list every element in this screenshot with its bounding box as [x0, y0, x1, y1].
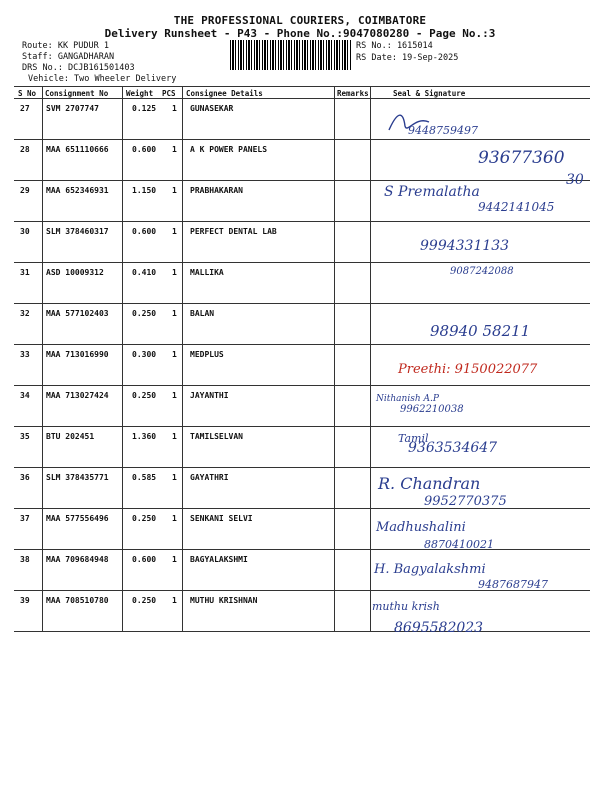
col-pcs: PCS [162, 89, 176, 98]
row-consignment: MAA 709684948 [46, 555, 109, 564]
signature-31: 9087242088 [450, 266, 514, 277]
row-sno: 38 [20, 555, 30, 564]
row-consignee: A K POWER PANELS [190, 145, 268, 154]
signature-32: 98940 58211 [430, 322, 531, 340]
row-sno: 33 [20, 350, 30, 359]
signature-35-phone: 9363534647 [408, 440, 498, 456]
row-consignee: MEDPLUS [190, 350, 224, 359]
rs-number: RS No.: 1615014 [356, 41, 433, 51]
row-consignment: MAA 708510780 [46, 596, 109, 605]
row-consignee: MALLIKA [190, 268, 224, 277]
row-consignment: MAA 713016990 [46, 350, 109, 359]
signature-27: 9448759497 [408, 124, 478, 137]
signature-34-name: Nithanish A.P [376, 394, 439, 404]
row-consignment: MAA 652346931 [46, 186, 109, 195]
row-weight: 0.600 [132, 555, 157, 564]
row-sno: 30 [20, 227, 30, 236]
signature-39-phone: 8695582023 [394, 620, 484, 636]
row-pcs: 1 [172, 432, 177, 441]
signature-37-name: Madhushalini [376, 520, 466, 535]
row-sno: 28 [20, 145, 30, 154]
row-pcs: 1 [172, 227, 177, 236]
row-sno: 27 [20, 104, 30, 113]
drs-number: DRS No.: DCJB161501403 [22, 63, 135, 73]
row-consignment: ASD 10009312 [46, 268, 104, 277]
row-weight: 1.360 [132, 432, 157, 441]
signature-28b: 30 [566, 172, 584, 188]
row-weight: 0.410 [132, 268, 157, 277]
signature-36-name: R. Chandran [378, 474, 481, 493]
col-consignee: Consignee Details [186, 89, 263, 98]
row-weight: 0.250 [132, 514, 157, 523]
row-consignee: TAMILSELVAN [190, 432, 243, 441]
row-pcs: 1 [172, 186, 177, 195]
row-consignee: PERFECT DENTAL LAB [190, 227, 277, 236]
row-weight: 1.150 [132, 186, 157, 195]
col-weight: Weight [126, 89, 154, 98]
signature-29-phone: 9442141045 [478, 200, 555, 214]
row-pcs: 1 [172, 309, 177, 318]
signature-29-name: S Premalatha [384, 184, 480, 200]
col-consignment: Consignment No [45, 89, 109, 98]
signature-38-phone: 9487687947 [478, 578, 548, 591]
signature-33: Preethi: 9150022077 [398, 362, 538, 377]
col-seal: Seal & Signature [393, 89, 466, 98]
staff-label: Staff: GANGADHARAN [22, 52, 115, 62]
row-consignee: GUNASEKAR [190, 104, 234, 113]
row-consignee: BAGYALAKSHMI [190, 555, 248, 564]
row-pcs: 1 [172, 596, 177, 605]
row-pcs: 1 [172, 145, 177, 154]
row-weight: 0.125 [132, 104, 157, 113]
row-sno: 29 [20, 186, 30, 195]
row-sno: 37 [20, 514, 30, 523]
row-consignment: SVM 2707747 [46, 104, 99, 113]
signature-28: 93677360 [478, 148, 565, 168]
row-consignee: SENKANI SELVI [190, 514, 253, 523]
row-consignee: MUTHU KRISHNAN [190, 596, 258, 605]
row-consignee: PRABHAKARAN [190, 186, 243, 195]
row-weight: 0.250 [132, 309, 157, 318]
row-consignee: BALAN [190, 309, 215, 318]
route-label: Route: KK PUDUR 1 [22, 41, 109, 51]
row-consignment: SLM 378435771 [46, 473, 109, 482]
row-sno: 31 [20, 268, 30, 277]
signature-37-phone: 8870410021 [424, 538, 494, 551]
row-pcs: 1 [172, 268, 177, 277]
signature-39-name: muthu krish [372, 600, 440, 613]
row-weight: 0.585 [132, 473, 157, 482]
row-pcs: 1 [172, 514, 177, 523]
signature-34-phone: 9962210038 [400, 404, 464, 415]
row-pcs: 1 [172, 473, 177, 482]
signature-36-phone: 9952770375 [424, 494, 507, 509]
row-weight: 0.250 [132, 596, 157, 605]
row-sno: 39 [20, 596, 30, 605]
document-subtitle: Delivery Runsheet - P43 - Phone No.:9047080280 - Page No.:3 [104, 27, 496, 40]
row-weight: 0.600 [132, 145, 157, 154]
row-consignee: JAYANTHI [190, 391, 229, 400]
barcode [230, 40, 352, 70]
document-title: THE PROFESSIONAL COURIERS, COIMBATORE [173, 14, 427, 27]
row-pcs: 1 [172, 391, 177, 400]
row-pcs: 1 [172, 350, 177, 359]
row-consignment: MAA 577556496 [46, 514, 109, 523]
vehicle-label: Vehicle: Two Wheeler Delivery [28, 74, 177, 84]
row-consignment: MAA 713027424 [46, 391, 109, 400]
row-consignment: MAA 651110666 [46, 145, 109, 154]
signature-38-name: H. Bagyalakshmi [374, 562, 486, 577]
row-pcs: 1 [172, 104, 177, 113]
row-sno: 32 [20, 309, 30, 318]
col-sno: S No [18, 89, 37, 98]
row-sno: 36 [20, 473, 30, 482]
row-sno: 35 [20, 432, 30, 441]
row-sno: 34 [20, 391, 30, 400]
row-weight: 0.600 [132, 227, 157, 236]
col-remarks: Remarks [337, 89, 369, 98]
signature-30: 9994331133 [420, 238, 510, 254]
signature-35-name: Tamil [398, 432, 429, 445]
row-weight: 0.300 [132, 350, 157, 359]
row-consignment: BTU 202451 [46, 432, 95, 441]
row-pcs: 1 [172, 555, 177, 564]
row-consignee: GAYATHRI [190, 473, 229, 482]
row-consignment: SLM 378460317 [46, 227, 109, 236]
rs-date: RS Date: 19-Sep-2025 [356, 53, 459, 63]
row-consignment: MAA 577102403 [46, 309, 109, 318]
row-weight: 0.250 [132, 391, 157, 400]
